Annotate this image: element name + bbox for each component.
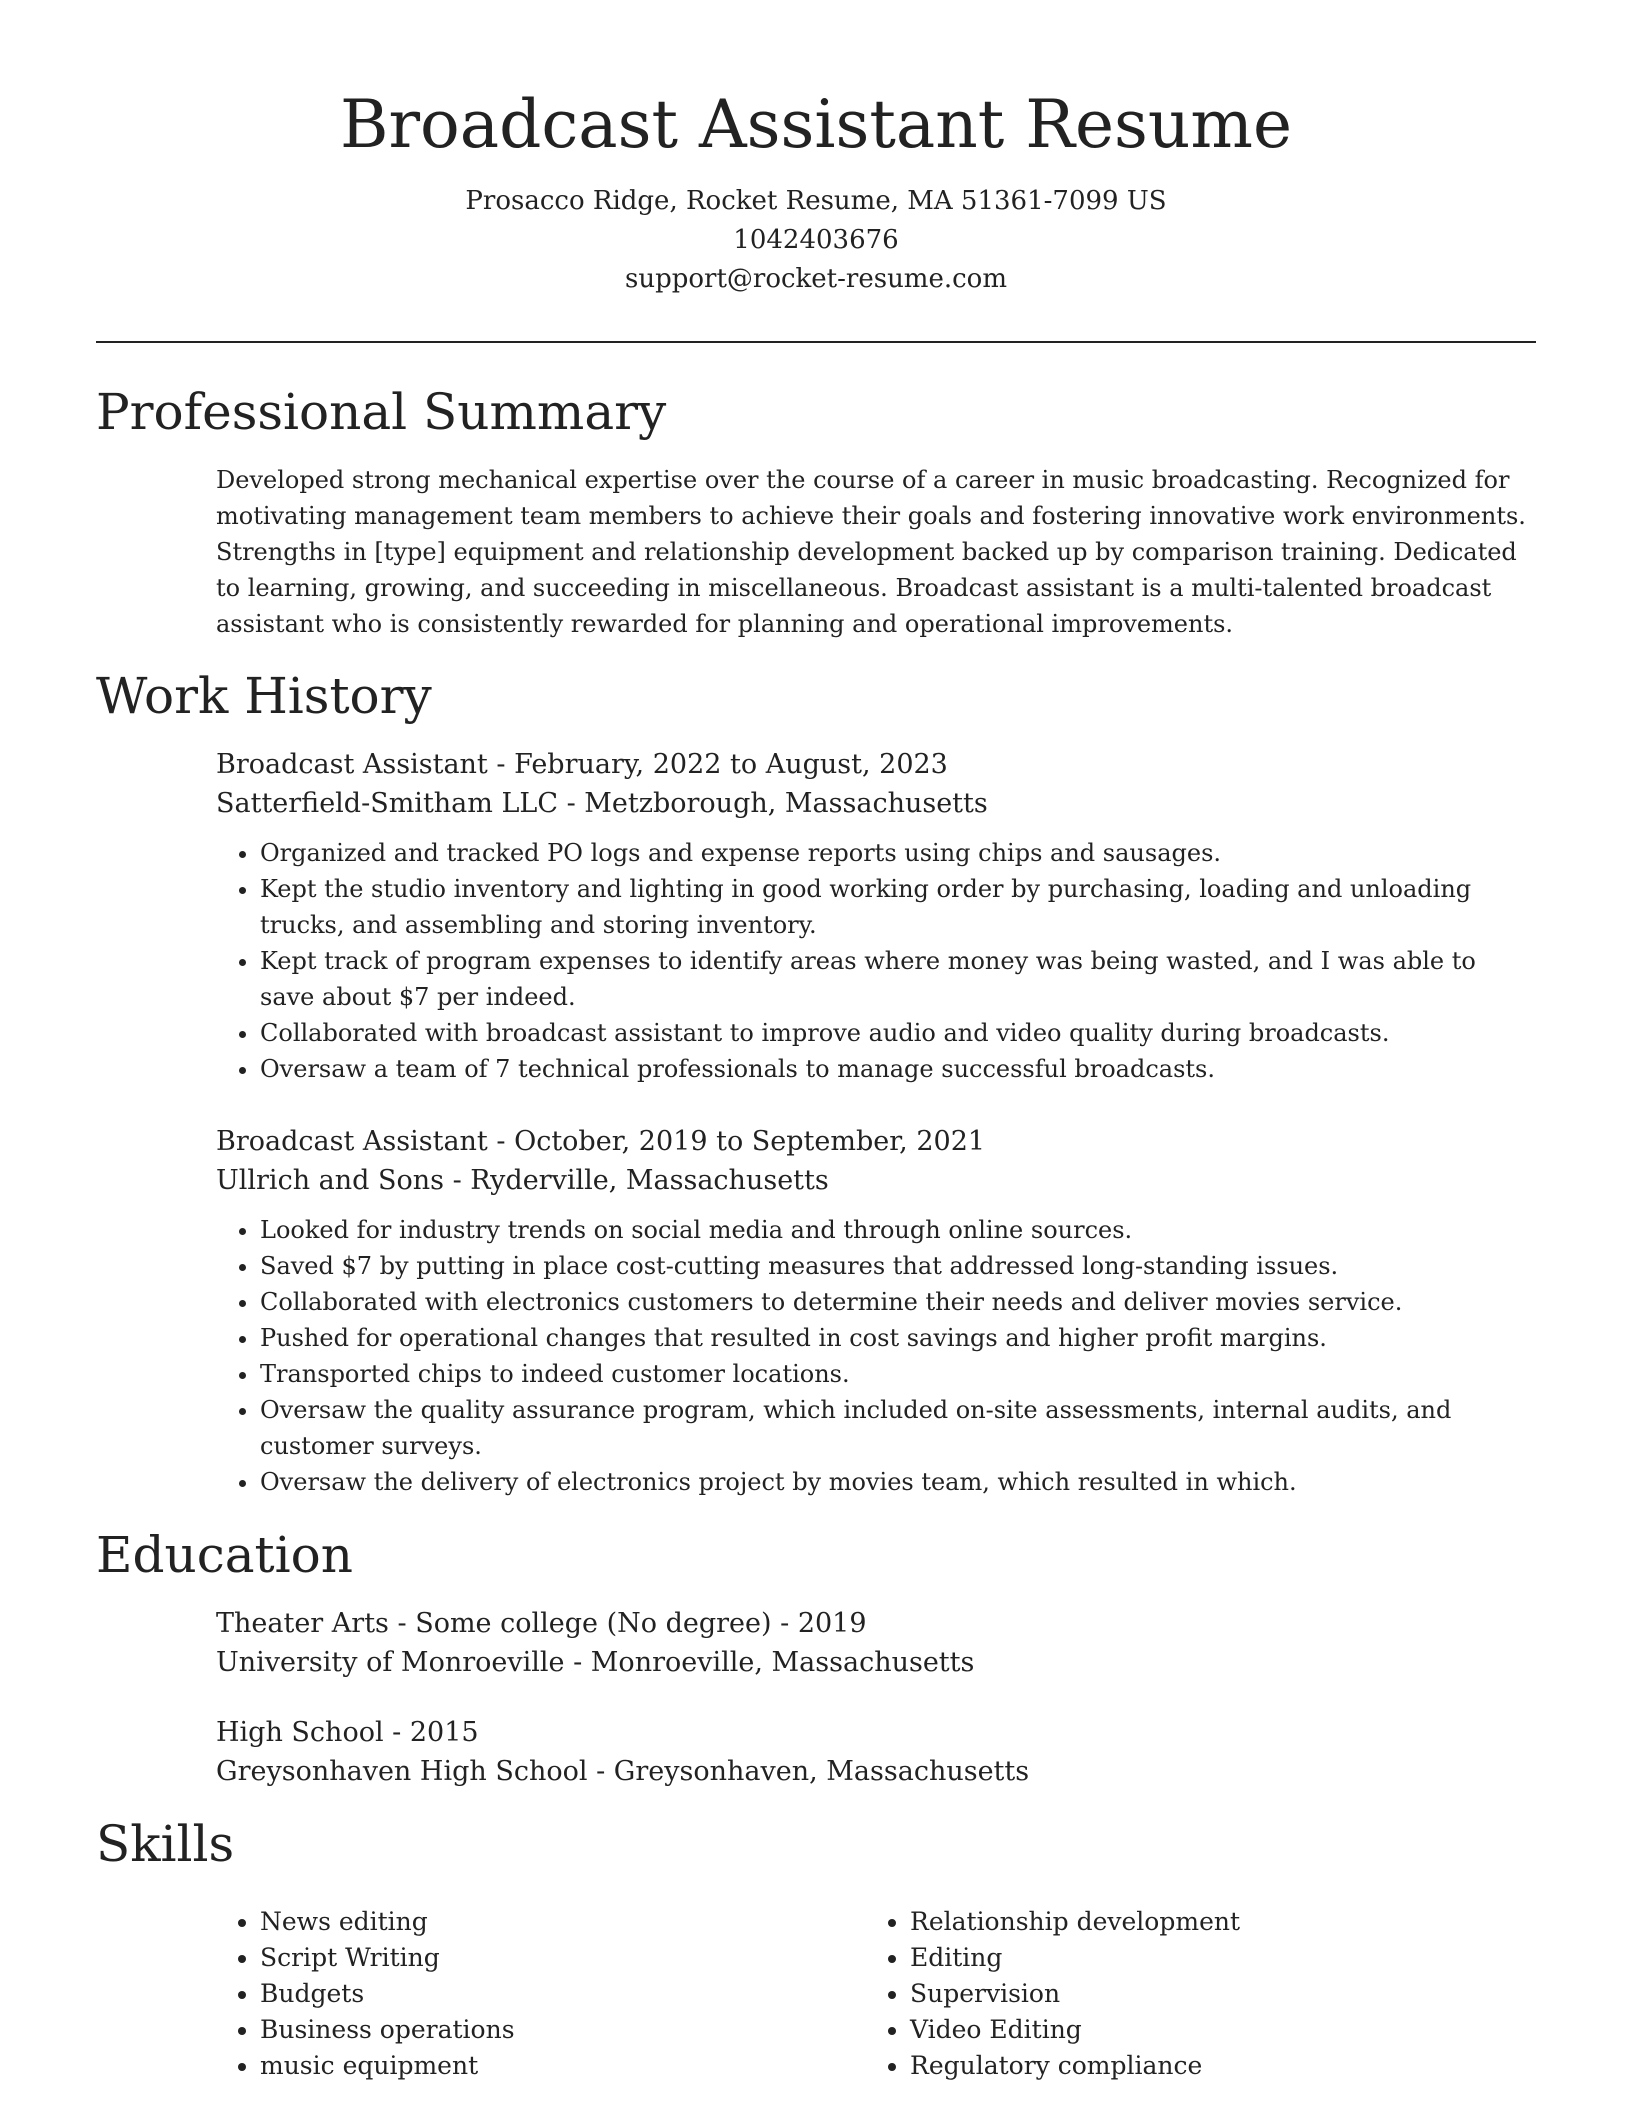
summary-section — [216, 462, 1536, 642]
graduation-year: - 2019 — [771, 1608, 867, 1639]
list-item: • Collaborated with broadcast assistant to improve audio and video quality during broadcasts. — [260, 1015, 1536, 1051]
header-divider — [96, 341, 1536, 343]
education-heading: Education — [96, 1526, 353, 1584]
job-role: Broadcast Assistant — [216, 749, 488, 780]
job-company: Ullrich and Sons — [216, 1165, 445, 1196]
degree-line — [216, 1713, 1536, 1752]
skill-item: • Supervision — [910, 1976, 1516, 2012]
work-history-heading: Work History — [96, 667, 432, 725]
skill-item: • News editing — [260, 1904, 866, 1940]
list-item: • Kept the studio inventory and lighting in good working order by purchasing, loading and unloading trucks, and assembling and storing inventory. — [260, 871, 1536, 943]
phone: 1042403676 — [733, 225, 899, 255]
job-location: - Metzborough, Massachusetts — [557, 788, 988, 819]
school-name: Greysonhaven High School — [216, 1756, 588, 1787]
skills-heading: Skills — [96, 1815, 235, 1873]
contact-info — [96, 182, 1536, 299]
job-duties-list — [216, 835, 1536, 1087]
skills-column-right — [866, 1904, 1516, 2084]
skill-item: • music equipment — [260, 2048, 866, 2084]
job-entry — [216, 745, 1536, 1087]
graduation-year: - 2015 — [383, 1717, 479, 1748]
list-item: • Saved $7 by putting in place cost-cutting measures that addressed long-standing issues. — [260, 1248, 1536, 1284]
skill-item: • Relationship development — [910, 1904, 1516, 1940]
job-company-line — [216, 1161, 1536, 1200]
job-company: Satterfield-Smitham LLC — [216, 788, 558, 819]
skill-item: • Business operations — [260, 2012, 866, 2048]
education-entry — [216, 1713, 1536, 1791]
degree: High School — [216, 1717, 384, 1748]
list-item: • Oversaw a team of 7 technical professionals to manage successful broadcasts. — [260, 1051, 1536, 1087]
skills-column-left — [216, 1904, 866, 2084]
skill-item: • Video Editing — [910, 2012, 1516, 2048]
degree-line — [216, 1604, 1536, 1643]
skills-list — [216, 1904, 1536, 2084]
school-location: - Greysonhaven, Massachusetts — [587, 1756, 1030, 1787]
degree: Theater Arts - Some college (No degree) — [216, 1608, 772, 1639]
skill-item: • Budgets — [260, 1976, 866, 2012]
resume-header — [96, 80, 1536, 299]
school-location: - Monroeville, Massachusetts — [564, 1647, 975, 1678]
list-item: • Looked for industry trends on social media and through online sources. — [260, 1212, 1536, 1248]
job-dates: - February, 2022 to August, 2023 — [487, 749, 948, 780]
job-duties-list — [216, 1212, 1536, 1500]
list-item: • Oversaw the delivery of electronics project by movies team, which resulted in which. — [260, 1464, 1536, 1500]
list-item: • Kept track of program expenses to identify areas where money was being wasted, and I was able to save about $7 per indeed. — [260, 943, 1536, 1015]
education-entry — [216, 1604, 1536, 1682]
job-dates: - October, 2019 to September, 2021 — [487, 1126, 986, 1157]
list-item: • Organized and tracked PO logs and expense reports using chips and sausages. — [260, 835, 1536, 871]
summary-heading: Professional Summary — [96, 383, 667, 441]
summary-text: Developed strong mechanical expertise over the course of a career in music broadcasting. Recognized for motivating management team members to achieve their goals and fostering innovative work environments. Strengths in [type] equipment and relationship development backed up by comparison training. Dedicated to learning, growing, and succeeding in miscellaneous. Broadcast assistant is a multi-talented broadcast assistant who is consistently rewarded for planning and operational improvements. — [216, 466, 1526, 638]
list-item: • Pushed for operational changes that resulted in cost savings and higher profit margins. — [260, 1320, 1536, 1356]
email: support@rocket-resume.com — [624, 264, 1007, 294]
school-line — [216, 1752, 1536, 1791]
job-company-line — [216, 784, 1536, 823]
resume-title: Broadcast Assistant Resume — [339, 86, 1293, 163]
list-item: • Transported chips to indeed customer locations. — [260, 1356, 1536, 1392]
job-title-line — [216, 745, 1536, 784]
school-line — [216, 1643, 1536, 1682]
address: Prosacco Ridge, Rocket Resume, MA 51361-7099 US — [465, 186, 1167, 216]
job-entry — [216, 1122, 1536, 1500]
list-item: • Collaborated with electronics customers to determine their needs and deliver movies service. — [260, 1284, 1536, 1320]
skill-item: • Regulatory compliance — [910, 2048, 1516, 2084]
school-name: University of Monroeville — [216, 1647, 565, 1678]
job-title-line — [216, 1122, 1536, 1161]
list-item: • Oversaw the quality assurance program, which included on-site assessments, internal audits, and customer surveys. — [260, 1392, 1536, 1464]
job-role: Broadcast Assistant — [216, 1126, 488, 1157]
skill-item: • Editing — [910, 1940, 1516, 1976]
skill-item: • Script Writing — [260, 1940, 866, 1976]
job-location: - Ryderville, Massachusetts — [444, 1165, 829, 1196]
